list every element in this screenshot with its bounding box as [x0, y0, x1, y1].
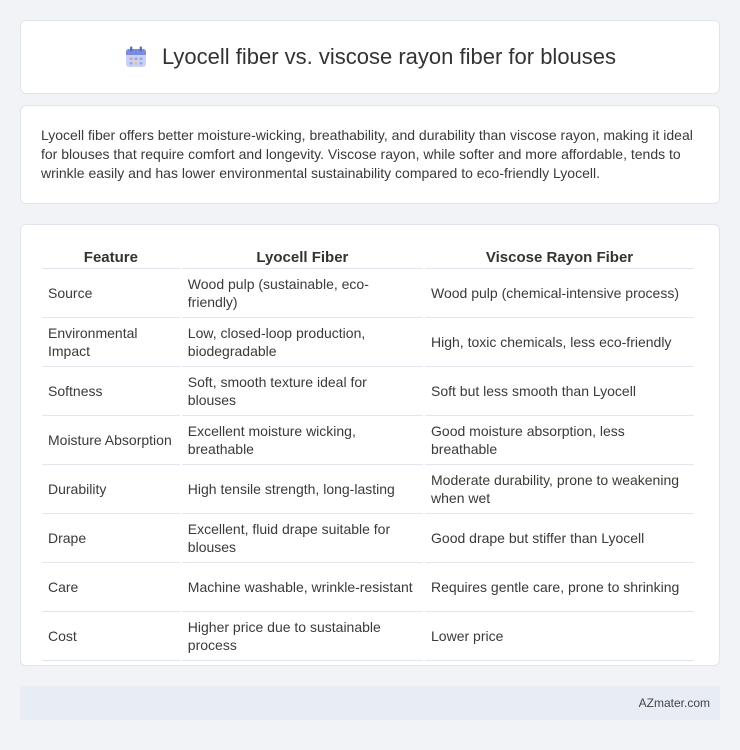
- table-row: [42, 416, 694, 465]
- viscose-cell: Good moisture absorption, less breathable: [425, 416, 694, 465]
- viscose-cell: Wood pulp (chemical-intensive process): [425, 269, 694, 318]
- table-row: [42, 612, 694, 661]
- feature-cell: Softness: [42, 367, 180, 416]
- summary-card: [20, 105, 720, 204]
- footer-bar: [20, 686, 720, 720]
- table-row: [42, 318, 694, 367]
- viscose-cell: Moderate durability, prone to weakening when wet: [425, 465, 694, 514]
- lyocell-cell: Wood pulp (sustainable, eco-friendly): [182, 269, 423, 318]
- feature-cell: Moisture Absorption: [42, 416, 180, 465]
- feature-cell: Environmental Impact: [42, 318, 180, 367]
- viscose-cell: Lower price: [425, 612, 694, 661]
- table-row: [42, 514, 694, 563]
- feature-cell: Source: [42, 269, 180, 318]
- feature-cell: Care: [42, 563, 180, 612]
- lyocell-cell: Low, closed-loop production, biodegradable: [182, 318, 423, 367]
- viscose-cell: Soft but less smooth than Lyocell: [425, 367, 694, 416]
- footer-site-link[interactable]: AZmater.com: [638, 696, 710, 710]
- comparison-table: [40, 243, 696, 661]
- summary-text: Lyocell fiber offers better moisture-wicking, breathability, and durability than viscose rayon, making it ideal for blouses that require comfort and longevity. Viscose rayon, while softer and more affordable, tends to wrinkle easily and has lower environmental sustainability compared to eco-friendly Lyocell.: [41, 127, 693, 181]
- lyocell-cell: Excellent moisture wicking, breathable: [182, 416, 423, 465]
- lyocell-cell: Soft, smooth texture ideal for blouses: [182, 367, 423, 416]
- table-row: [42, 563, 694, 612]
- feature-cell: Drape: [42, 514, 180, 563]
- comparison-table-card: [20, 224, 720, 666]
- header-lyocell: Lyocell Fiber: [182, 243, 423, 269]
- table-header-row: [42, 243, 694, 269]
- lyocell-cell: Machine washable, wrinkle-resistant: [182, 563, 423, 612]
- lyocell-cell: Higher price due to sustainable process: [182, 612, 423, 661]
- table-row: [42, 465, 694, 514]
- calendar-icon: [124, 45, 148, 69]
- feature-cell: Durability: [42, 465, 180, 514]
- viscose-cell: High, toxic chemicals, less eco-friendly: [425, 318, 694, 367]
- header-feature: Feature: [42, 243, 180, 269]
- table-row: [42, 269, 694, 318]
- header-viscose: Viscose Rayon Fiber: [425, 243, 694, 269]
- viscose-cell: Good drape but stiffer than Lyocell: [425, 514, 694, 563]
- lyocell-cell: High tensile strength, long-lasting: [182, 465, 423, 514]
- lyocell-cell: Excellent, fluid drape suitable for blouses: [182, 514, 423, 563]
- viscose-cell: Requires gentle care, prone to shrinking: [425, 563, 694, 612]
- title-card: [20, 20, 720, 94]
- feature-cell: Cost: [42, 612, 180, 661]
- page-title: Lyocell fiber vs. viscose rayon fiber for blouses: [161, 44, 617, 69]
- table-row: [42, 367, 694, 416]
